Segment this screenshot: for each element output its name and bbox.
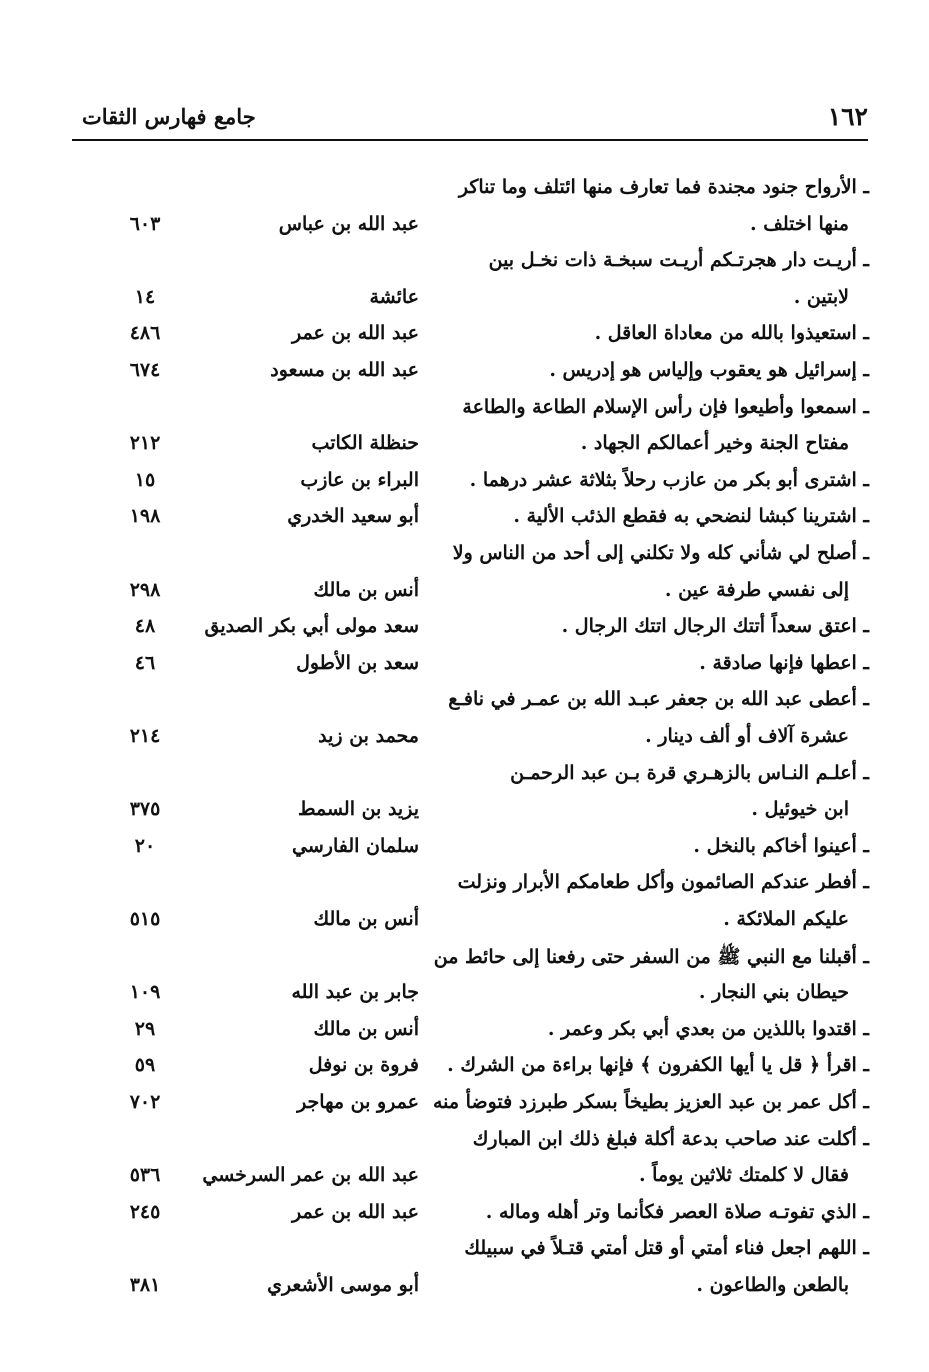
reference-number: ٤٦ (134, 652, 156, 674)
reference-number: ٥٣٦ (129, 1164, 161, 1186)
narrator-name: أنس بن مالك (313, 579, 419, 601)
hadith-text: ـ أكلت عند صاحب بدعة أكلة فبلغ ذلك ابن المبارك (472, 1128, 869, 1150)
reference-number: ٢٩ (134, 1018, 156, 1040)
page-header (72, 96, 868, 138)
reference-number: ٧٠٢ (129, 1091, 161, 1113)
hadith-text: ـ إسرائيل هو يعقوب وإلياس هو إدريس . (549, 359, 869, 381)
reference-number: ٥١٥ (129, 908, 161, 930)
narrator-name: يزيد بن السمط (297, 798, 419, 820)
reference-number: ٦٠٣ (129, 213, 161, 235)
narrator-name: عبد الله بن عمر السرخسي (202, 1164, 419, 1186)
reference-number: ٦٧٤ (129, 359, 161, 381)
reference-number: ٤٨٦ (129, 322, 161, 344)
hadith-text-continuation: منها اختلف . (749, 213, 849, 235)
narrator-name: عبد الله بن عباس (278, 213, 419, 235)
reference-number: ٤٨ (134, 615, 156, 637)
hadith-text: ـ استعيذوا بالله من معاداة العاقل . (594, 322, 869, 344)
narrator-name: عمرو بن مهاجر (297, 1091, 419, 1113)
narrator-name: عبد الله بن عمر (292, 322, 419, 344)
reference-number: ١٤ (134, 286, 156, 308)
hadith-text-continuation: فقال لا كلمتك ثلاثين يوماً . (638, 1164, 849, 1186)
hadith-text-continuation: إلى نفسي طرفة عين . (664, 579, 849, 601)
hadith-text: ـ اسمعوا وأطيعوا فإن رأس الإسلام الطاعة والطاعة (462, 396, 869, 418)
hadith-text: ـ اعطها فإنها صادقة . (699, 652, 869, 674)
reference-number: ٢٩٨ (129, 579, 161, 601)
hadith-text: ـ أقبلنا مع النبي ﷺ من السفر حتى رفعنا إلى حائط من (433, 946, 869, 968)
hadith-text-continuation: حيطان بني النجار . (698, 981, 849, 1003)
hadith-text: ـ اقتدوا باللذين من بعدي أبي بكر وعمر . (547, 1018, 869, 1040)
hadith-text-continuation: بالطعن والطاعون . (696, 1274, 849, 1296)
narrator-name: عائشة (369, 286, 419, 308)
reference-number: ٢١٢ (129, 432, 161, 454)
narrator-name: محمد بن زيد (318, 725, 419, 747)
reference-number: ١٠٩ (129, 981, 161, 1003)
narrator-name: حنظلة الكاتب (311, 432, 419, 454)
hadith-text: ـ الذي تفوتـه صلاة العصر فكأنما وتر أهله وماله . (485, 1201, 869, 1223)
hadith-text: ـ أكل عمر بن عبد العزيز بطيخاً بسكر طبرزد فتوضأ منه (432, 1091, 869, 1113)
narrator-name: فروة بن نوفل (308, 1054, 419, 1076)
reference-number: ٣٧٥ (129, 798, 161, 820)
running-title: جامع فهارس الثقات (82, 104, 256, 129)
reference-number: ١٥ (134, 469, 156, 491)
hadith-text: ـ أعلـم النـاس بالزهـري قرة بـن عبد الرحمـن (510, 762, 869, 784)
hadith-text: ـ اقرأ ﴿ قل يا أيها الكفرون ﴾ فإنها براءة من الشرك . (447, 1054, 869, 1076)
reference-number: ١٩٨ (129, 505, 161, 527)
narrator-name: سعد مولى أبي بكر الصديق (204, 615, 419, 637)
hadith-text: ـ اشترينا كبشا لنضحي به فقطع الذئب الألية . (513, 505, 869, 527)
narrator-name: سلمان الفارسي (292, 835, 419, 857)
page-number: ١٦٢ (827, 102, 868, 131)
hadith-text-continuation: عشرة آلاف أو ألف دينار . (645, 725, 849, 747)
hadith-text: ـ أريـت دار هجرتـكم أريـت سبخـة ذات نخـل بين (488, 249, 869, 271)
hadith-text-continuation: ابن خيوئيل . (751, 798, 849, 820)
reference-number: ٥٩ (134, 1054, 156, 1076)
reference-number: ٢٠ (134, 835, 156, 857)
narrator-name: سعد بن الأطول (296, 652, 419, 674)
hadith-text-continuation: لابتين . (793, 286, 849, 308)
narrator-name: أبو موسى الأشعري (267, 1274, 419, 1296)
narrator-name: عبد الله بن مسعود (270, 359, 419, 381)
reference-number: ٢١٤ (129, 725, 161, 747)
narrator-name: جابر بن عبد الله (291, 981, 419, 1003)
hadith-text: ـ أعطى عبد الله بن جعفر عبـد الله بن عمـر في نافـع (448, 688, 869, 710)
reference-number: ٢٤٥ (129, 1201, 161, 1223)
narrator-name: البراء بن عازب (300, 469, 419, 491)
hadith-text-continuation: عليكم الملائكة . (723, 908, 849, 930)
hadith-text: ـ اعتق سعداً أتتك الرجال اتتك الرجال . (561, 615, 869, 637)
hadith-text: ـ أعينوا أخاكم بالنخل . (693, 835, 869, 857)
hadith-text: ـ اشترى أبو بكر من عازب رحلاً بثلاثة عشر درهما . (469, 469, 869, 491)
hadith-text: ـ الأرواح جنود مجندة فما تعارف منها ائتلف وما تناكر (458, 176, 869, 198)
header-rule (72, 139, 868, 141)
hadith-text: ـ أصلح لي شأني كله ولا تكلني إلى أحد من الناس ولا (452, 542, 869, 564)
narrator-name: أنس بن مالك (313, 1018, 419, 1040)
hadith-text: ـ اللهم اجعل فناء أمتي أو قتل أمتي قتـلاً في سبيلك (464, 1237, 869, 1259)
reference-number: ٣٨١ (129, 1274, 161, 1296)
narrator-name: عبد الله بن عمر (292, 1201, 419, 1223)
hadith-text: ـ أفطر عندكم الصائمون وأكل طعامكم الأبرار ونزلت (457, 871, 869, 893)
narrator-name: أنس بن مالك (313, 908, 419, 930)
hadith-text-continuation: مفتاح الجنة وخير أعمالكم الجهاد . (580, 432, 849, 454)
narrator-name: أبو سعيد الخدري (287, 505, 419, 527)
